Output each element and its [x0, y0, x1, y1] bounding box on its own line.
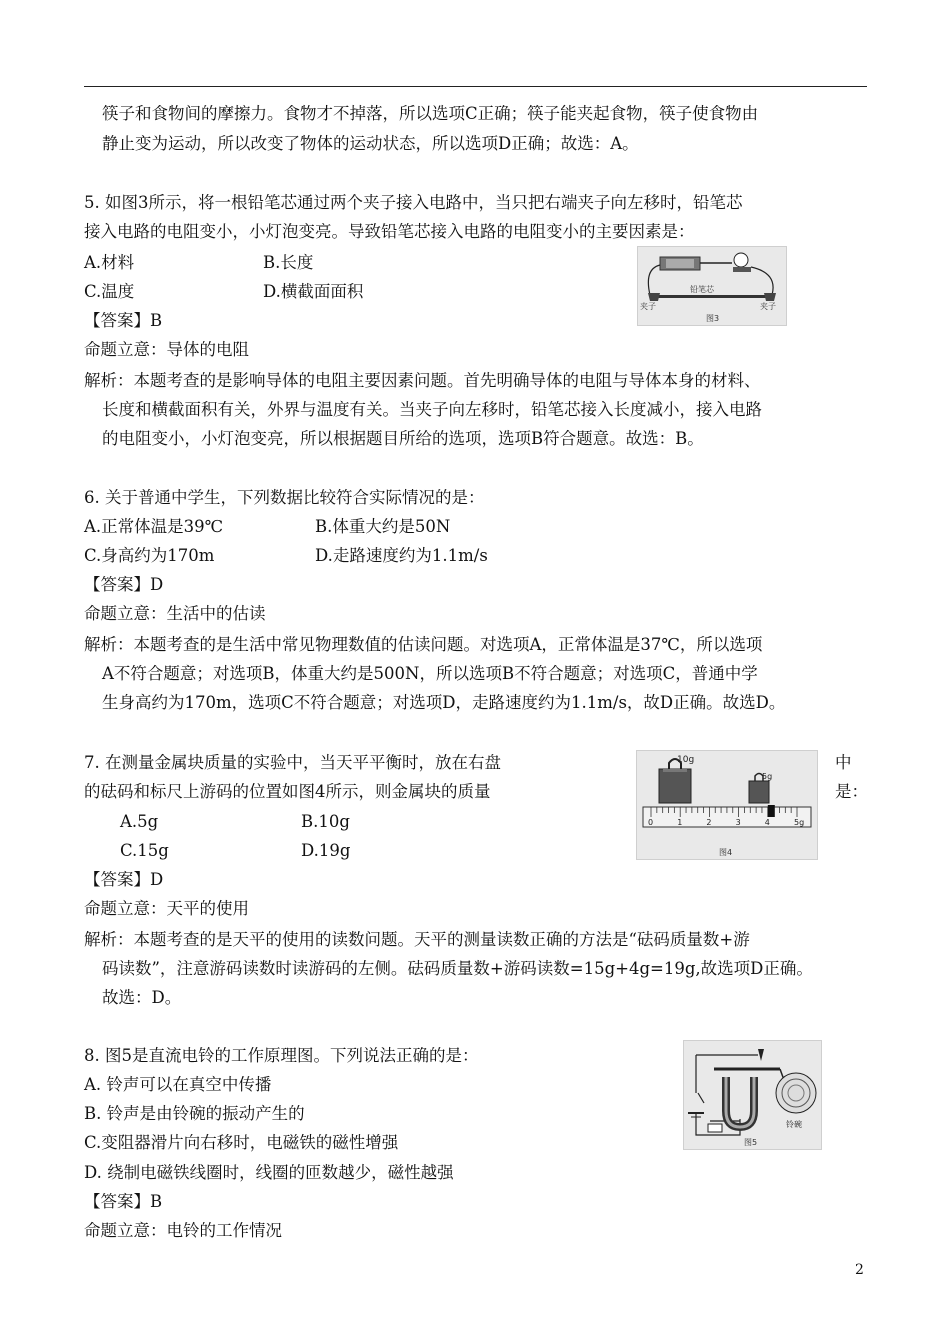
- q5-option-d: D.横截面面积: [263, 282, 364, 301]
- pencil-core-rod: [652, 295, 772, 298]
- contact-screw-icon: [758, 1049, 764, 1061]
- q5-answer: 【答案】B: [84, 311, 163, 330]
- q6-analysis-line-1: 解析：本题考查的是生活中常见物理数值的估读问题。对选项A，正常体温是37℃，所以选项: [84, 635, 763, 654]
- clip-left-icon: [648, 293, 660, 301]
- q6-stem: 6. 关于普通中学生，下列数据比较符合实际情况的是：: [84, 488, 485, 507]
- q6-option-c: C.身高约为170m: [84, 546, 215, 565]
- wire-left: [648, 265, 660, 295]
- battery-icon: [660, 257, 700, 270]
- weight-5g-label: 5g: [762, 772, 773, 781]
- q5-analysis-line-3: 的电阻变小，小灯泡变亮，所以根据题目所给的选项，选项B符合题意。故选：B。: [102, 429, 704, 448]
- q6-option-d: D.走路速度约为1.1m/s: [315, 546, 488, 565]
- q8-answer: 【答案】B: [84, 1192, 163, 1211]
- q5-option-a: A.材料: [84, 253, 135, 272]
- ruler-tick-label: 5g: [794, 818, 805, 827]
- weight-10g-icon: [659, 759, 691, 803]
- q7-intent: 命题立意：天平的使用: [84, 899, 249, 918]
- q7-analysis-line-2: 码读数”，注意游码读数时读游码的左侧。砝码质量数+游码读数=15g+4g=19g,故选项D正确。: [102, 959, 813, 978]
- q5-stem-line-2: 接入电路的电阻变小，小灯泡变亮。导致铅笔芯接入电路的电阻变小的主要因素是：: [84, 222, 695, 241]
- bell-bowl-icon: [776, 1073, 816, 1113]
- q5-stem-line-1: 5. 如图3所示，将一根铅笔芯通过两个夹子接入电路中，当只把右端夹子向左移时，铅笔芯: [84, 193, 743, 212]
- q7-stem-line-2-end: 是：: [835, 782, 868, 801]
- q6-answer: 【答案】D: [84, 575, 164, 594]
- fig3-clip-left-label: 夹子: [640, 302, 656, 311]
- q7-option-c: C.15g: [120, 841, 169, 860]
- q7-analysis-line-1: 解析：本题考查的是天平的使用的读数问题。天平的测量读数正确的方法是“砝码质量数+游: [84, 930, 750, 949]
- fig3-core-label: 铅笔芯: [690, 285, 714, 294]
- q6-analysis-line-2: A不符合题意；对选项B，体重大约是500N，所以选项B不符合题意；对选项C，普通中学: [102, 664, 758, 683]
- rider-slider: [768, 805, 775, 817]
- q7-analysis-line-3: 故选：D。: [102, 988, 182, 1007]
- q8-option-b: B. 铃声是由铃碗的振动产生的: [84, 1104, 305, 1123]
- q6-option-b: B.体重大约是50N: [315, 517, 451, 536]
- q8-option-a: A. 铃声可以在真空中传播: [84, 1075, 272, 1094]
- ruler-tick-label: 3: [735, 818, 741, 827]
- q7-stem-line-1: 7. 在测量金属块质量的实验中，当天平平衡时，放在右盘: [84, 753, 501, 772]
- q5-option-c: C.温度: [84, 282, 135, 301]
- continuation-line-1: 筷子和食物间的摩擦力。食物才不掉落，所以选项C正确；筷子能夹起食物，筷子使食物由: [102, 104, 759, 123]
- q8-option-c: C.变阻器滑片向右移时，电磁铁的磁性增强: [84, 1133, 399, 1152]
- ruler-tick-label: 0: [648, 818, 654, 827]
- q8-stem: 8. 图5是直流电铃的工作原理图。下列说法正确的是：: [84, 1046, 479, 1065]
- q7-option-a: A.5g: [120, 812, 159, 831]
- bell-bowl-label: 铃碗: [786, 1120, 802, 1129]
- continuation-line-2: 静止变为运动，所以改变了物体的运动状态，所以选项D正确；故选：A。: [102, 134, 639, 153]
- page-number: 2: [855, 1262, 864, 1278]
- q6-option-a: A.正常体温是39℃: [84, 517, 224, 536]
- q5-intent: 命题立意：导体的电阻: [84, 340, 249, 359]
- q7-option-b: B.10g: [301, 812, 350, 831]
- q7-stem-line-2: 的砝码和标尺上游码的位置如图4所示，则金属块的质量: [84, 782, 491, 801]
- wire-right: [751, 267, 773, 295]
- q6-intent: 命题立意：生活中的估读: [84, 604, 266, 623]
- fig5-caption: 图5: [744, 1138, 758, 1147]
- fig3-clip-right-label: 夹子: [760, 302, 776, 311]
- q7-stem-line-1-end: 中: [835, 753, 852, 772]
- switch-icon: [698, 1093, 704, 1103]
- q7-option-d: D.19g: [301, 841, 351, 860]
- bulb-icon: [733, 253, 751, 272]
- fig4-caption: 图4: [719, 848, 733, 857]
- figure-5: [683, 1040, 822, 1150]
- clip-right-icon: [764, 293, 776, 301]
- ruler-tick-label: 1: [677, 818, 683, 827]
- q8-intent: 命题立意：电铃的工作情况: [84, 1221, 282, 1240]
- q6-analysis-line-3: 生身高约为170m，选项C不符合题意；对选项D，走路速度约为1.1m/s，故D正确。故选D。: [102, 693, 786, 712]
- rheostat-icon: [708, 1124, 722, 1132]
- ruler-tick-label: 2: [706, 818, 712, 827]
- weight-10g-label: 10g: [677, 755, 695, 765]
- q5-option-b: B.长度: [263, 253, 314, 272]
- q8-option-d: D. 绕制电磁铁线圈时，线圈的匝数越少，磁性越强: [84, 1163, 454, 1182]
- figure-4: [636, 750, 818, 860]
- ruler-tick-label: 4: [764, 818, 770, 827]
- q7-answer: 【答案】D: [84, 870, 164, 889]
- q5-analysis-line-2: 长度和横截面积有关，外界与温度有关。当夹子向左移时，铅笔芯接入长度减小，接入电路: [102, 400, 762, 419]
- figure-3: [637, 246, 787, 326]
- fig3-caption: 图3: [706, 314, 720, 323]
- header-rule: [84, 86, 867, 87]
- q5-analysis-line-1: 解析：本题考查的是影响导体的电阻主要因素问题。首先明确导体的电阻与导体本身的材料、: [84, 371, 761, 390]
